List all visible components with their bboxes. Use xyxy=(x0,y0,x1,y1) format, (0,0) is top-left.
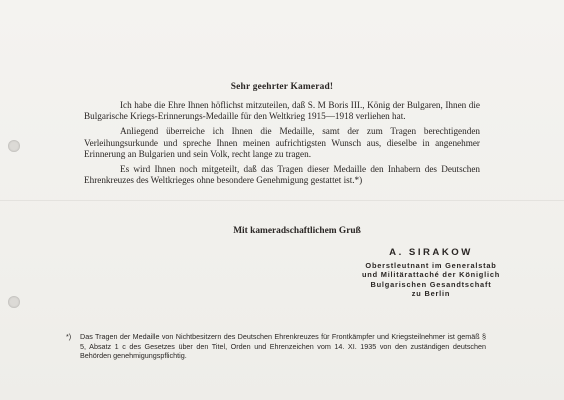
punch-hole-top xyxy=(8,140,20,152)
footnote xyxy=(66,332,486,361)
punch-hole-bottom xyxy=(8,296,20,308)
paper-fold-line xyxy=(0,200,564,201)
footnote-mark: *) xyxy=(66,332,72,341)
paragraph-wearing-permission: Es wird Ihnen noch mitgeteilt, daß das Tragen dieser Medaille den Inhabern des Deutschen Ehrenkreuzes des Weltkrieges ohne besondere Genehmigung gestattet ist.*) xyxy=(84,164,480,186)
letter-body xyxy=(84,100,480,190)
closing-greeting: Mit kameradschaftlichem Gruß xyxy=(233,226,361,236)
paragraph-medal-enclosed: Anliegend überreiche ich Ihnen die Medaille, samt der zum Tragen berechtigenden Verleihungsurkunde und spreche Ihnen meinen aufrichtigsten Wunsch aus, dieselbe in angenehmer Erinnerung an Bulgarien und sein Volk, recht lange zu tragen. xyxy=(84,126,480,159)
footnote-text: Das Tragen der Medaille von Nichtbesitzern des Deutschen Ehrenkreuzes für Frontkämpfer und Kriegsteilnehmer ist gemäß § 5, Absatz 1 c des Gesetzes über den Titel, Orden und Ehrenzeichen vom 14. XI. 1935 von den zuständigen deutschen Behörden genehmigungspflichtig. xyxy=(80,332,486,361)
signer-title-line: Oberstleutnant im Generalstab xyxy=(365,261,497,270)
signature-block xyxy=(336,247,526,299)
paragraph-award-notice: Ich habe die Ehre Ihnen höflichst mitzuteilen, daß S. M Boris III., König der Bulgaren, Ihnen die Bulgarische Kriegs-Erinnerungs-Medaille für den Weltkrieg 1915—1918 verliehen hat. xyxy=(84,100,480,122)
signer-title-line: und Militärattaché der Königlich xyxy=(361,270,501,280)
signer-title-line: zu Berlin xyxy=(411,289,451,299)
salutation: Sehr geehrter Kamerad! xyxy=(230,82,334,92)
signer-title-line: Bulgarischen Gesandtschaft xyxy=(370,279,492,289)
signer-name: A. SIRAKOW xyxy=(389,247,473,258)
